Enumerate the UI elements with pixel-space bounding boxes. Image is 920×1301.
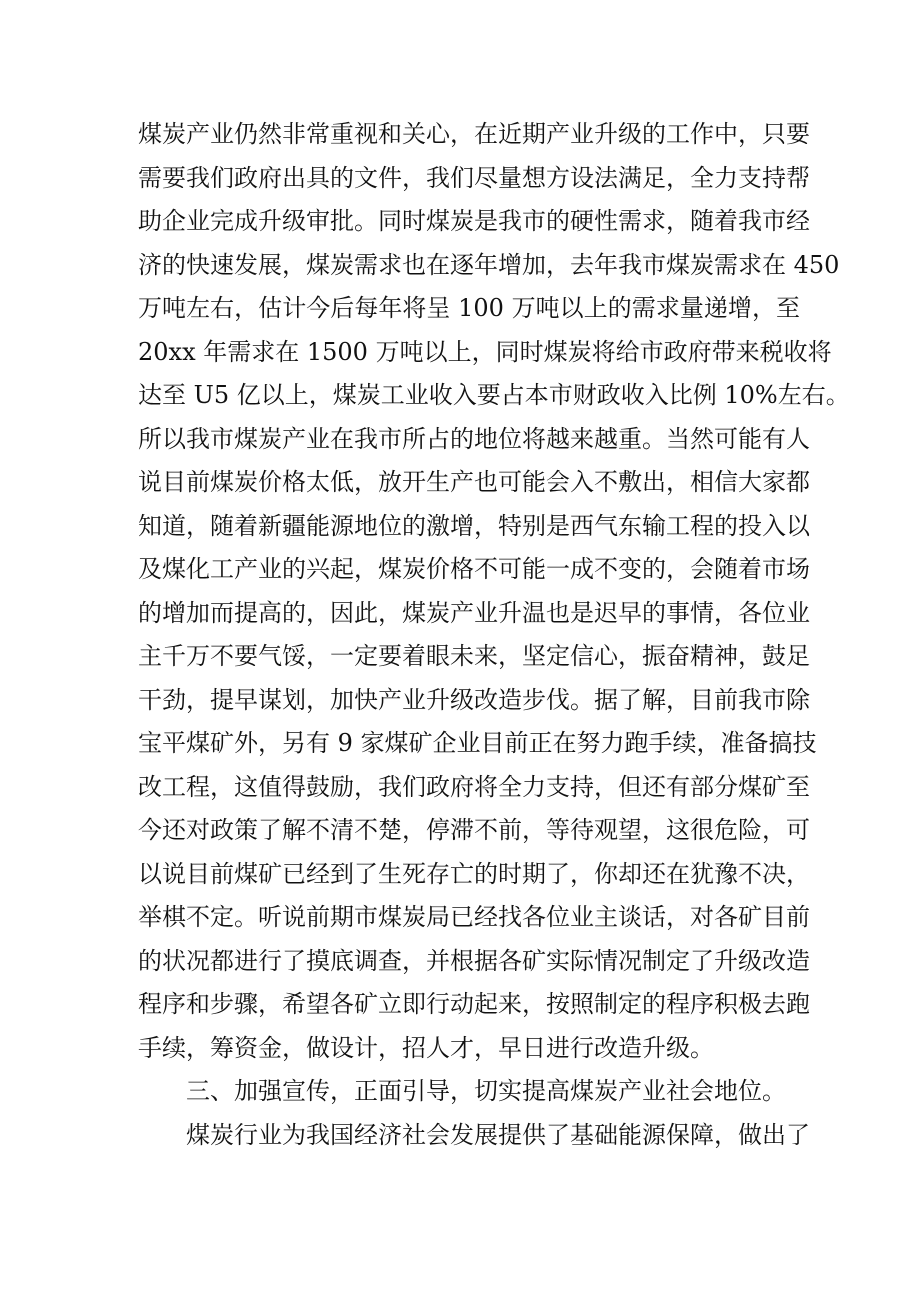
paragraph-line: 万吨左右，估计今后每年将呈 100 万吨以上的需求量递增，至: [138, 294, 800, 322]
paragraph-line: 举棋不定。听说前期市煤炭局已经找各位业主谈话，对各矿目前: [138, 903, 810, 931]
paragraph-line: 所以我市煤炭产业在我市所占的地位将越来越重。当然可能有人: [138, 424, 810, 453]
paragraph-line: 煤炭行业为我国经济社会发展提供了基础能源保障，做出了: [186, 1120, 810, 1149]
section-heading: 三、加强宣传，正面引导，切实提高煤炭产业社会地位。: [186, 1077, 786, 1105]
paragraph-line: 的状况都进行了摸底调查，并根据各矿实际情况制定了升级改造: [138, 946, 810, 975]
paragraph-line: 助企业完成升级审批。同时煤炭是我市的硬性需求，随着我市经: [138, 207, 810, 235]
paragraph-line: 济的快速发展，煤炭需求也在逐年增加，去年我市煤炭需求在 450: [138, 250, 840, 279]
paragraph-line: 煤炭产业仍然非常重视和关心，在近期产业升级的工作中，只要: [138, 120, 810, 148]
paragraph-line: 手续，筹资金，做设计，招人才，早日进行改造升级。: [138, 1033, 714, 1062]
paragraph-line: 程序和步骤，希望各矿立即行动起来，按照制定的程序积极去跑: [138, 990, 810, 1018]
paragraph-line: 及煤化工产业的兴起，煤炭价格不可能一成不变的，会随着市场: [138, 555, 810, 583]
paragraph-line: 20xx 年需求在 1500 万吨以上，同时煤炭将给市政府带来税收将: [138, 337, 832, 366]
paragraph-line: 的增加而提高的，因此，煤炭产业升温也是迟早的事情，各位业: [138, 598, 810, 627]
paragraph-line: 今还对政策了解不清不楚，停滞不前，等待观望，这很危险，可: [138, 816, 810, 844]
paragraph-line: 达至 U5 亿以上，煤炭工业收入要占本市财政收入比例 10%左右。: [138, 381, 850, 409]
paragraph-line: 需要我们政府出具的文件，我们尽量想方设法满足，全力支持帮: [138, 163, 810, 192]
paragraph-line: 以说目前煤矿已经到了生死存亡的时期了，你却还在犹豫不决，: [138, 859, 810, 888]
paragraph-line: 说目前煤炭价格太低，放开生产也可能会入不敷出，相信大家都: [138, 468, 810, 496]
paragraph-line: 干劲，提早谋划，加快产业升级改造步伐。据了解，目前我市除: [138, 685, 810, 714]
document-body: [138, 113, 850, 1157]
paragraph-line: 知道，随着新疆能源地位的激增，特别是西气东输工程的投入以: [138, 511, 810, 540]
paragraph-line: 主千万不要气馁，一定要着眼未来，坚定信心，振奋精神，鼓足: [138, 642, 810, 670]
paragraph-line: 宝平煤矿外，另有 9 家煤矿企业目前正在努力跑手续，准备搞技: [138, 729, 817, 757]
paragraph-line: 改工程，这值得鼓励，我们政府将全力支持，但还有部分煤矿至: [138, 772, 810, 801]
